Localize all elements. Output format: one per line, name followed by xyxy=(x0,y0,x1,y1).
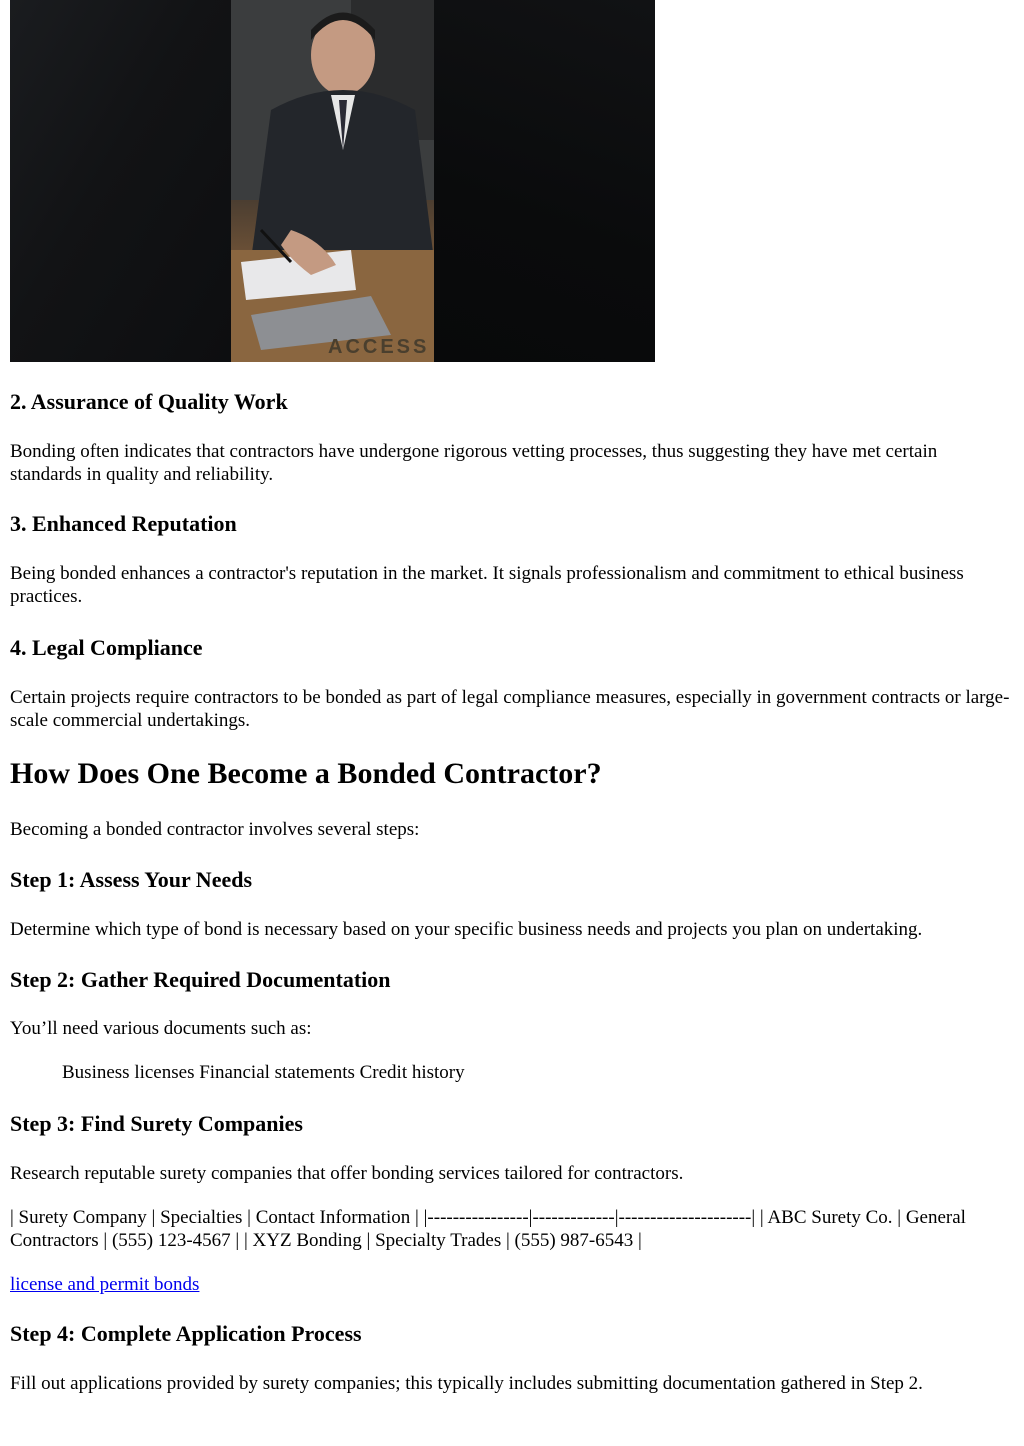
step1-body: Determine which type of bond is necessary based on your specific business needs and projects you plan on undertaking. xyxy=(10,919,923,940)
hero-watermark-logo: ACCESS xyxy=(328,336,430,358)
step4-body: Fill out applications provided by surety companies; this typically includes submitting documentation gathered in Step 2. xyxy=(10,1373,923,1394)
section-heading-compliance: 4. Legal Compliance xyxy=(10,635,203,660)
surety-company-table-text: | Surety Company | Specialties | Contact Information | |----------------|-------------|---------------------| | ABC Surety Co. | General Contractors | (555) 123-4567 | | XYZ Bonding | Specialty Trades | (555) 987-6543 | xyxy=(10,1207,966,1251)
hero-image-photo xyxy=(231,0,434,362)
step2-document-list: Business licenses Financial statements Credit history xyxy=(62,1062,465,1083)
section-heading-how: How Does One Become a Bonded Contractor? xyxy=(10,757,602,790)
step2-heading: Step 2: Gather Required Documentation xyxy=(10,967,391,992)
link-paragraph xyxy=(10,1273,1010,1296)
section-heading-assurance: 2. Assurance of Quality Work xyxy=(10,389,288,414)
hero-image-left-blur xyxy=(10,0,231,362)
license-and-permit-bonds-link[interactable]: license and permit bonds xyxy=(10,1274,200,1295)
hero-image-right-blur xyxy=(434,0,655,362)
section-body-reputation: Being bonded enhances a contractor's reputation in the market. It signals professionalism and commitment to ethical business practices. xyxy=(10,563,964,607)
step3-body: Research reputable surety companies that offer bonding services tailored for contractors. xyxy=(10,1163,684,1184)
hero-image xyxy=(10,0,655,362)
step2-body: You’ll need various documents such as: xyxy=(10,1018,312,1039)
businessman-illustration xyxy=(231,0,434,362)
section-body-how: Becoming a bonded contractor involves several steps: xyxy=(10,819,420,840)
section-body-compliance: Certain projects require contractors to be bonded as part of legal compliance measures, especially in government contracts or large-scale commercial undertakings. xyxy=(10,687,1010,731)
step3-heading: Step 3: Find Surety Companies xyxy=(10,1111,303,1136)
step1-heading: Step 1: Assess Your Needs xyxy=(10,867,253,892)
section-heading-reputation: 3. Enhanced Reputation xyxy=(10,511,237,536)
section-body-assurance: Bonding often indicates that contractors have undergone rigorous vetting processes, thus suggesting they have met certain standards in quality and reliability. xyxy=(10,441,938,485)
step4-heading: Step 4: Complete Application Process xyxy=(10,1321,362,1346)
